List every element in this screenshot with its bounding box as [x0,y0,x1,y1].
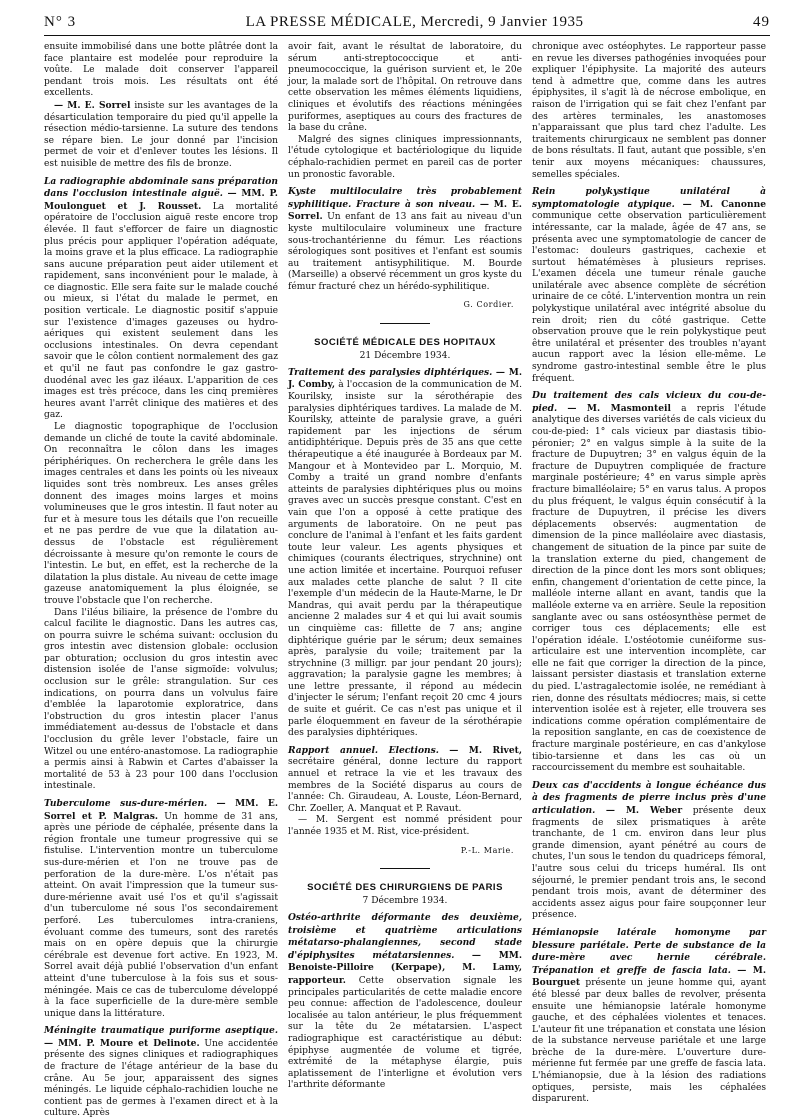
divider [288,862,522,874]
paragraph: Le diagnostic topographique de l'occlusion demande un cliché de toute la cavité abdominale. On reconnaîtra le côlon dans les images périphériques. On recherchera le grêle dans les images centrales et dans les points où les niveaux liquides sont très nombreux. Les anses grêles donnent des images moins larges et moins volumineuses que le gros intestin. Il faut noter au fur et à mesure tous les détails que l'on recueille et ne pas perdre de vue que la dilatation au-dessus de l'obstacle est régulièrement décroissante à mesure qu'on remonte le cours de l'intestin. Le but, en effet, est la recherche de la dilatation la plus distale. Au niveau de cette image gazeuse anatomiquement la plus éloignée, se trouve l'obstacle que l'on recherche. [44,422,278,606]
paragraph [532,390,766,775]
author: — M. Masmonteil [567,402,671,414]
author: — M. E. Sorrel. [288,198,522,223]
paragraph [288,186,522,293]
paragraph [44,798,278,1020]
body-text: La mortalité opératoire de l'occlusion aiguë reste encore trop élevée. Il faut s'efforcer de faire un diagnostic plus précis pour appliquer l'opération adéquate, la moins grave et la plus efficace. La radiographie sans aucune préparation peut aider utilement et rapidement, sans inconvénient pour le malade, à ce diagnostic. Elle sera faite sur le malade couché ou mieux, si l'état du malade le permet, en position verticale. Le diagnostic positif s'appuie sur l'existence d'images gazeuses ou hydro-aériques qui existent seulement dans les occlusions intestinales. On devra cependant savoir que le côlon contient normalement des gaz et qu'il ne faut pas confondre le gaz gastro-duodénal avec les gaz iléaux. L'apparition de ces images est très précoce, dans les cinq premières heures avant l'arrêt clinique des matières et des gaz. [44,201,278,421]
journal-title: LA PRESSE MÉDICALE, Mercredi, 9 Janvier 1935 [245,14,584,30]
paragraph [288,912,522,1092]
body-text: à l'occasion de la communication de M. Kourilsky, insiste sur la sérothérapie des paralysies diphtériques tardives. La malade de M. Kourilsky, atteinte de paralysie grave, a guéri rapidement par les injections de sérum antidiphtérique. Depuis près de 35 ans que cette thérapeutique a été inaugurée à Bordeaux par M. Mangour et à Montevideo par L. Morquio, M. Comby a traité un grand nombre d'enfants atteints de paralysies diphtériques plus ou moins graves avec un succès presque constant. C'est en vain que l'on a opposé à cette pratique des arguments de laboratoire. On ne peut pas conclure de l'animal à l'enfant et les faits gardent toute leur valeur. Les agents physiques et chimiques (courants électriques, strychnine) ont une action limitée et incertaine. Pourquoi refuser aux malades cette planche de salut ? Il cite l'exemple d'un médecin de la Haute-Marne, le Dr Mandras, qui avait perdu par la thérapeutique ancienne 2 malades sur 4 et qui lui avait soumis un cinquième cas: fillette de 7 ans; angine diphtérique guérie par le sérum; deux semaines après, paralysie du voile; traitement par la strychnine (3 milligr. par jour pendant 20 jours); aggravation; la paralysie gagne les membres; à une lettre pressante, il répond au médecin d'injecter le sérum; l'enfant reçoit 20 cmc 4 jours de suite et guérit. Ce cas n'est pas unique et il parle éloquemment en faveur de la sérothérapie des paralysies diphtériques. [288,380,522,739]
column-2 [288,42,522,1120]
column-3 [532,42,766,1120]
divider [288,317,522,329]
signature: G. Cordier. [463,300,514,310]
masthead [44,14,770,36]
section-title: SOCIÉTÉ MÉDICALE DES HOPITAUX [314,336,496,348]
paragraph [532,186,766,385]
author: — M. Bourguet [532,964,766,989]
article-heading: Hémianopsie latérale homonyme par blessure pariétale. Perte de substance de la dure-mère avec hernie cérébrale. Trépanation et greffe de fascia lata. [532,926,766,976]
page-number: 49 [753,14,770,30]
paragraph [44,176,278,422]
article-heading: Du traitement des cals vicieux du cou-de-pied. [532,390,766,414]
author: — M. Canonne [682,198,766,210]
body-text: présente un jeune homme qui, ayant été blessé par deux balles de revolver, présenta ensuite une hémianopsie latérale homonyme gauche, et des céphalées violentes et tenaces. L'auteur fit une trépanation et constata une lésion de la substance nerveuse pariétale et une large brèche de la dure-mère. L'ouverture dure-mérienne fut fermée par une greffe de fascia lata. L'hémianopsie, due à la lésion des radiations optiques, persiste, mais les céphalées disparurent. [532,978,766,1105]
author: — M. Weber [605,805,683,816]
author: — M. J. Comby, [288,366,522,391]
body-text: secrétaire général, donne lecture du rapport annuel et retrace la vie et les travaux des membres de la Société disparus au cours de l'année: Ch. Giraudeau, A. Louste, Léon-Bernard, Chr. Zoeller, A. Manquat et P. Ravaut. [288,757,522,814]
article-heading: Ostéo-arthrite déformante des deuxième, troisième et quatrième articulations métatarso-phalangiennes, second stade d'épiphysites métatarsiennes. [288,911,522,961]
body-text: a repris l'étude analytique des diverses variétés de cals vicieux du cou-de-pied: 1° cals vicieux par diastasis tibio-péronier; 2° en valgus simple à la suite de la fracture de Dupuytren; 3° en valgus équin de la fracture de Dupuytren compliquée de fracture marginale postérieure; 4° en varus simple après fracture bimalléolaire; 5° en varus talus. A propos du plus fréquent, le valgus équin consécutif à la fracture de Dupuytren, il précise les divers déplacements observés: augmentation de dimension de la pince malléolaire avec diastasis, changement de situation de la pince par suite de la translation externe du pied, changement de direction de la pince dont les mors sont obliques; enfin, changement d'orientation de cette pince, la malléole interne allant en avant, tandis que la malléole externe va en arrière. Seule la reposition sanglante avec ou sans ostéosynthèse permet de corriger tous ces déplacements; elle est l'opération idéale. L'ostéotomie cunéiforme sus-articulaire est une intervention incomplète, car elle ne fait que corriger la direction de la pince, laissant persister diastasis et translation externe du pied. L'astragalectomie isolée, ne remédiant à rien, donne des résultats médiocres; mais, si cette intervention isolée est à rejeter, elle trouvera ses indications comme opération complémentaire de la reposition sanglante, en cas de coexistence de fracture marginale postérieure, en cas d'ankylose tibio-tarsienne et dans les cas où un raccourcissement du membre est souhaitable. [532,403,766,774]
columns [44,42,770,1120]
author: — MM. P. Moure et Delinote. [44,1037,200,1049]
paragraph: chronique avec ostéophytes. Le rapporteur passe en revue les diverses pathogénies invoquées pour expliquer l'épiphysite. La majorité des auteurs tend à admettre que, comme dans les autres épiphysites, il s'agit là de nécrose embolique, en raison de l'irrigation qui se fait chez l'enfant par des artères terminales, les anastomoses n'apparaissant que plus tard chez l'adulte. Les traitements chirurgicaux ne semblent pas donner de bons résultats. Il faut, autant que possible, s'en tenir aux moyens mécaniques: chaussures, semelles spéciales. [532,42,766,180]
section-date: 7 Décembre 1934. [362,896,448,907]
paragraph [532,927,766,1106]
paragraph [44,1025,278,1120]
paragraph: ensuite immobilisé dans une botte plâtrée dont la face plantaire est modelée pour reproduire la voûte. Le malade doit conserver l'appareil pendant trois mois. Les résultats ont été excellents. [44,42,278,99]
body-text: Cette observation signale les principales particularités de cette maladie encore peu connue: affection de l'adolescence, douleur localisée au talon antérieur, le plus fréquemment sur la tête du 2e métatarsien. L'aspect radiographique est caractéristique au début: épiphyse augmentée de volume et tigrée, extrémité de la métaphyse élargie, puis aplatissement de l'interligne et évolution vers l'arthrite déformante [288,975,522,1091]
article-heading: Traitement des paralysies diphtériques. [288,366,493,378]
paragraph [44,100,278,171]
paragraph [288,745,522,816]
paragraph [288,367,522,740]
body-text: présente deux fragments de silex prismatiques à arête tranchante, de 1 cm. environ dans leur plus grande dimension, ayant pénétré au cours de chutes, l'un sous le tendon du quadriceps fémoral, l'autre sous celui du triceps huméral. Ils ont séjourné, le premier pendant trois ans, le second pendant trois mois, avant de déterminer des accidents assez aigus pour faire soupçonner leur présence. [532,806,766,921]
author: — MM. P. Moulonguet et J. Rousset. [44,188,278,212]
section-date: 21 Décembre 1934. [359,351,451,362]
author: — M. Rivet, [449,744,522,756]
section-title: SOCIÉTÉ DES CHIRURGIENS DE PARIS [307,881,503,893]
article-heading: Rein polykystique unilatéral à symptomatologie atypique. [532,186,766,210]
body-text: Une accidentée présente des signes cliniques et radiographiques de fracture de l'étage antérieur de la base du crâne. Au 5e jour, apparaissent des signes méningés. Le liquide céphalo-rachidien louche ne contient pas de germes à l'examen direct et à la culture. Après [44,1038,278,1119]
paragraph: — M. Sergent est nommé président pour l'année 1935 et M. Rist, vice-président. [288,815,522,837]
author: — MM. Benoiste-Pilloire (Kerpape), M. Lamy, rapporteur. [288,949,522,986]
column-1 [44,42,278,1120]
article-heading: La radiographie abdominale sans préparation dans l'occlusion intestinale aiguë. [44,175,278,200]
article-heading: Kyste multiloculaire très probablement syphilitique. Fracture à son niveau. [288,186,522,210]
author: — MM. E. Sorrel et P. Malgras. [44,798,278,822]
body-text: insiste sur les avantages de la désarticulation temporaire du pied qu'il appelle la résection médio-tarsienne. La suture des tendons se répare bien. Le jour donné par l'incision permet de voir et d'enlever toutes les lésions. Il est nuisible de mettre des fils de bronze. [44,100,278,169]
author: — M. E. Sorrel [54,99,131,111]
article-heading: Méningite traumatique puriforme aseptique. [44,1025,278,1037]
signature: P.-L. Marie. [460,845,514,855]
article-heading: Deux cas d'accidents à longue échéance dus à des fragments de pierre inclus près d'une articulation. [532,779,766,816]
paragraph: Malgré des signes cliniques impressionnants, l'étude cytologique et bactériologique du liquide céphalo-rachidien permet en pareil cas de porter un pronostic favorable. [288,134,522,180]
article-heading: Rapport annuel. Elections. [288,744,439,756]
paragraph: avoir fait, avant le résultat de laboratoire, du sérum anti-streptococcique et anti-pneumococcique, la guérison survient et, le 20e jour, la malade sort de l'hôpital. On retrouve dans cette observation les mêmes éléments liquidiens, cliniques et évolutifs des réactions méningées puriformes, aseptiques au cours des fractures de la base du crâne. [288,42,522,134]
issue-number: N° 3 [44,14,77,30]
body-text: Un homme de 31 ans, après une période de céphalée, présente dans la région frontale une tumeur progressive qui se fistulise. L'intervention montre un tuberculome sus-dure-mérien et l'on ne trouve pas de perforation de la dure-mère. L'os n'était pas atteint. On avait l'impression que la tumeur sus-dure-mérienne avait usé l'os et qu'il s'agissait d'un tuberculome né sous l'os secondairement perforé. Les tuberculomes intra-craniens, évoluant comme des tumeurs, sont des raretés mais on en opère depuis que la chirurgie cérébrale est devenue fort active. En 1923, M. Sorrel avait déjà publié l'observation d'un enfant atteint d'une tuberculose à la fois sus et sous-méningée. Mais ce cas de tuberculome développé à la face superficielle de la dure-mère semble unique dans la littérature. [44,811,278,1019]
article-heading: Tuberculome sus-dure-mérien. [44,798,208,809]
paragraph: Dans l'iléus biliaire, la présence de l'ombre du calcul facilite le diagnostic. Dans les autres cas, on pourra suivre le schéma suivant: occlusion du gros intestin avec distension globale: occlusion par obturation; occlusion du gros intestin avec distension isolée de l'anse sigmoïde: volvulus; occlusion sur le grêle: strangulation. Sur ces indications, on pourra dans un volvulus faire d'emblée la laparotomie exploratrice, dans l'obstruction du gros intestin placer l'anus immédiatement au-dessus de l'obstacle et dans l'occlusion du grêle lever l'obstacle, faire un Witzel ou une entéro-anastomose. La radiographie a permis ainsi à Rabwin et Cartes d'abaisser la mortalité de 53 à 23 pour 100 dans l'occlusion intestinale. [44,607,278,792]
body-text: Un enfant de 13 ans fait au niveau d'un kyste multiloculaire volumineux une fracture sous-trochantérienne du fémur. Les réactions sérologiques sont positives et l'enfant est soumis au traitement antisyphilitique. M. Bourde (Marseille) a observé récemment un gros kyste du fémur fracturé chez un hérédo-syphilitique. [288,212,522,292]
body-text: communique cette observation particulièrement intéressante, car la malade, âgée de 47 ans, se présenta avec une symptomatologie de cancer de l'estomac: douleurs gastriques, cachexie et surtout hématémèses à plusieurs reprises. L'examen décela une tumeur rénale gauche unilatérale avec absence complète de sécrétion urinaire de ce côté. L'intervention montra un rein polykystique unilatéral avec intégrité absolue du rein droit; rien du côté gastrique. Cette observation prouve que le rein polykystique peut être unilatéral et présenter des troubles n'ayant aucun rapport avec la lésion elle-même. Le syndrome gastro-intestinal semble être le plus fréquent. [532,211,766,384]
paragraph [532,780,766,922]
